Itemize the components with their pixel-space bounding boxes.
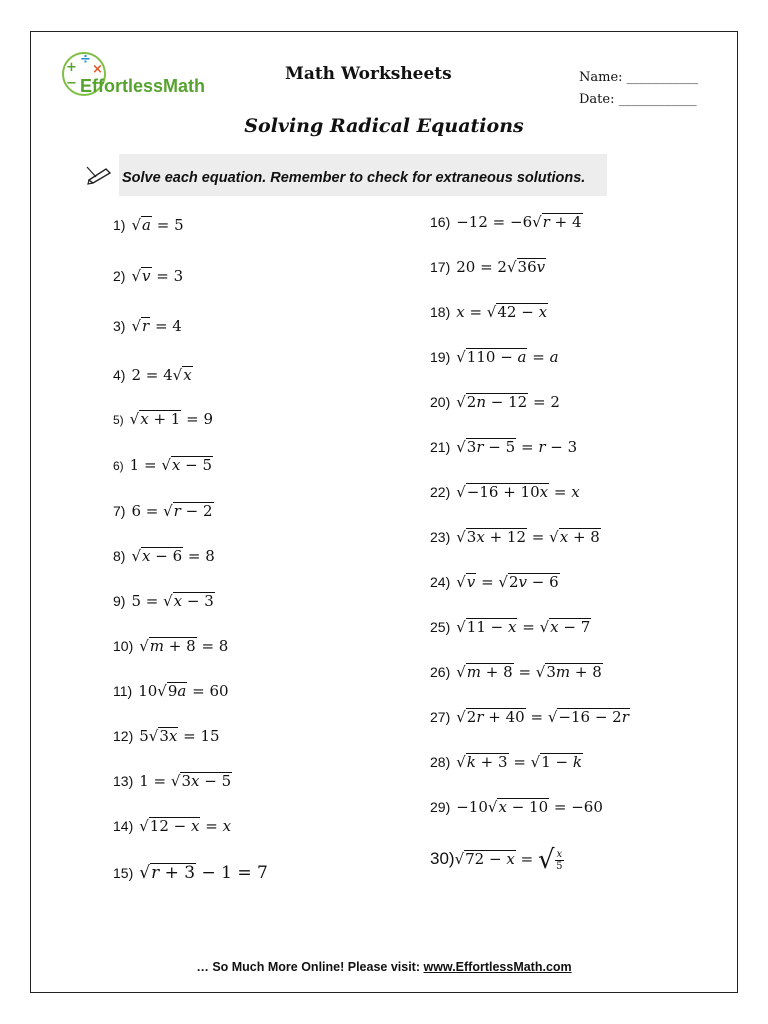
problem-17: 17) 20 = 2√36v: [430, 258, 546, 276]
problem-number: 23): [430, 529, 451, 545]
problem-number: 21): [430, 439, 451, 455]
minus-icon: −: [66, 76, 77, 91]
problem-5: 5) √x + 1 = 9: [113, 410, 214, 428]
problem-14: 14) √12 − x = x: [113, 817, 232, 835]
problem-18: 18) x = √42 − x: [430, 303, 548, 321]
problem-number: 25): [430, 619, 451, 635]
problem-4: 4) 2 = 4√x: [113, 366, 192, 384]
problem-7: 7) 6 = √r − 2: [113, 502, 213, 520]
problem-number: 24): [430, 574, 451, 590]
problem-number: 15): [113, 865, 134, 881]
pencil-icon: [86, 163, 114, 185]
divide-icon: ÷: [80, 52, 91, 67]
problem-29: 29) −10√x − 10 = −60: [430, 798, 603, 816]
problem-number: 22): [430, 484, 451, 500]
problem-12: 12) 5√3x = 15: [113, 727, 220, 745]
problem-number: 8): [113, 548, 126, 564]
problem-23: 23) √3x + 12 = √x + 8: [430, 528, 600, 546]
worksheet-header-title: Math Worksheets: [285, 64, 452, 84]
problem-number: 28): [430, 754, 451, 770]
problem-15: 15) √r + 3 − 1 = 7: [113, 863, 268, 883]
instructions-text: Solve each equation. Remember to check for extraneous solutions.: [122, 170, 586, 186]
page-title-text: Solving Radical Equations: [244, 115, 524, 137]
problem-10: 10) √m + 8 = 8: [113, 637, 229, 655]
problem-number: 4): [113, 367, 126, 383]
footer: [0, 960, 768, 974]
problem-number: 14): [113, 818, 134, 834]
problem-20: 20) √2n − 12 = 2: [430, 393, 560, 411]
problem-number: 27): [430, 709, 451, 725]
problem-number: 6): [113, 459, 124, 473]
footer-text: … So Much More Online! Please visit:: [196, 960, 424, 974]
date-field: Date: ____________: [579, 92, 697, 107]
problem-number: 10): [113, 638, 134, 654]
problem-number: 13): [113, 773, 134, 789]
problem-11: 11) 10√9a = 60: [113, 682, 229, 700]
problem-22: 22) √−16 + 10x = x: [430, 483, 580, 501]
problem-2: 2) √v = 3: [113, 267, 184, 285]
problem-13: 13) 1 = √3x − 5: [113, 772, 232, 790]
problem-number: 1): [113, 217, 126, 233]
problem-number: 5): [113, 413, 124, 427]
problem-26: 26) √m + 8 = √3m + 8: [430, 663, 602, 681]
problem-number: 30): [430, 849, 455, 868]
problem-16: 16) −12 = −6√r + 4: [430, 213, 582, 231]
problem-8: 8) √x − 6 = 8: [113, 547, 215, 565]
problem-25: 25) √11 − x = √x − 7: [430, 618, 591, 636]
plus-icon: +: [66, 60, 77, 75]
problem-number: 12): [113, 728, 134, 744]
problem-number: 11): [113, 683, 133, 699]
problem-number: 16): [430, 214, 451, 230]
problem-number: 18): [430, 304, 451, 320]
times-icon: ×: [92, 62, 103, 77]
problem-number: 26): [430, 664, 451, 680]
problem-6: 6) 1 = √x − 5: [113, 456, 213, 474]
problem-number: 17): [430, 259, 451, 275]
name-field: Name: ___________: [579, 70, 699, 85]
problem-number: 20): [430, 394, 451, 410]
problem-number: 9): [113, 593, 126, 609]
problem-number: 2): [113, 268, 126, 284]
page-title: [0, 115, 768, 137]
problem-28: 28) √k + 3 = √1 − k: [430, 753, 582, 771]
problem-9: 9) 5 = √x − 3: [113, 592, 214, 610]
logo-text: EffortlessMath: [80, 76, 206, 96]
problem-3: 3) √r = 4: [113, 317, 182, 335]
problem-number: 3): [113, 318, 126, 334]
footer-link[interactable]: www.EffortlessMath.com: [423, 960, 572, 974]
problem-1: 1) √a = 5: [113, 216, 184, 234]
problem-number: 7): [113, 503, 126, 519]
problem-24: 24) √v = √2v − 6: [430, 573, 559, 591]
problem-number: 29): [430, 799, 451, 815]
problem-19: 19) √110 − a = a: [430, 348, 559, 366]
effortlessmath-logo: [62, 52, 222, 104]
problem-21: 21) √3r − 5 = r − 3: [430, 438, 578, 456]
problem-27: 27) √2r + 40 = √−16 − 2r: [430, 708, 629, 726]
problem-30: 30)√72 − x = √ $\frac{x}{5}$: [430, 845, 563, 875]
problem-number: 19): [430, 349, 451, 365]
